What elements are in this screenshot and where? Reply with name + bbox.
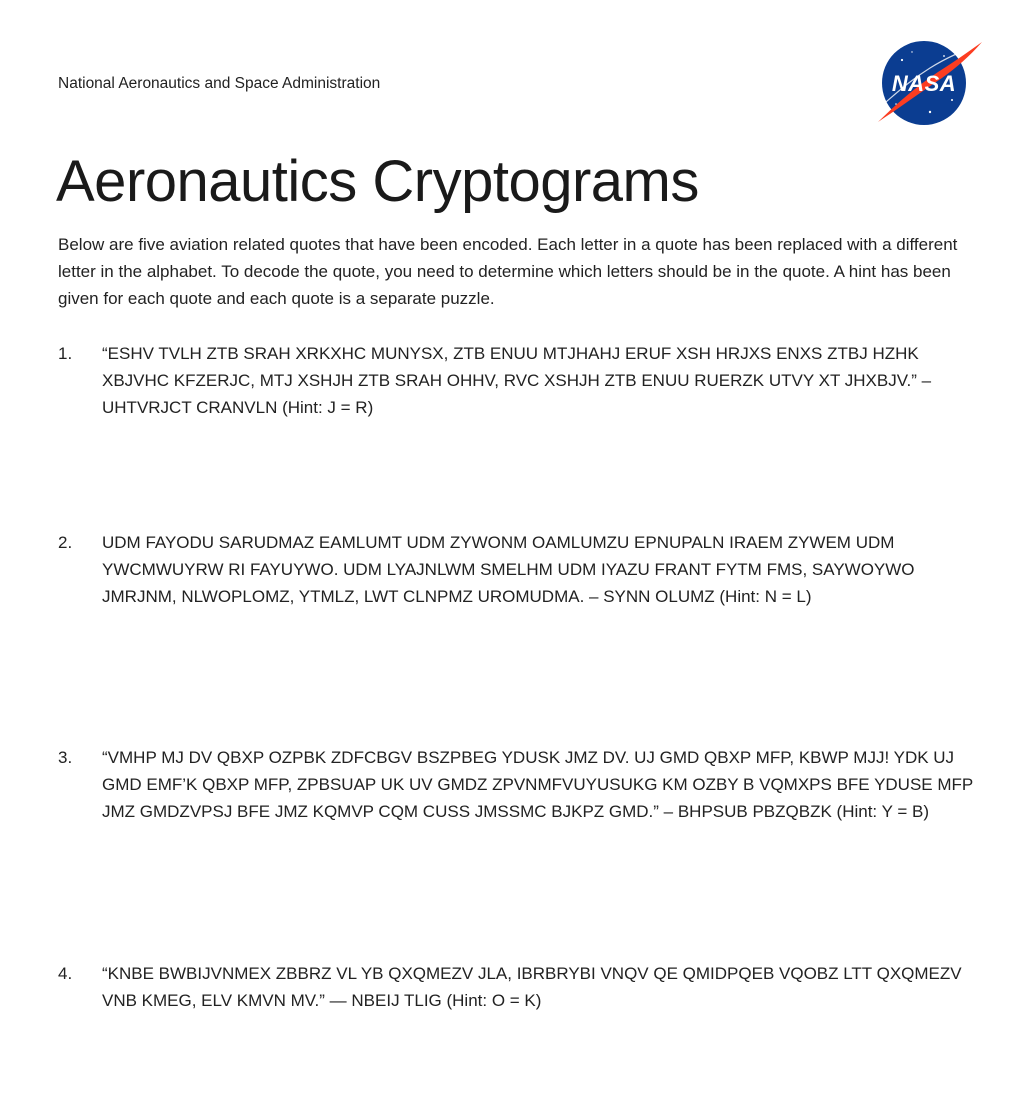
puzzle-text: “VMHP MJ DV QBXP OZPBK ZDFCBGV BSZPBEG YDUSK JMZ DV. UJ GMD QBXP MFP, KBWP MJJ! YDK UJ GMD EMF’K QBXP MFP, ZPBSUAP UK UV GMDZ ZPVNMFVUYUSUKG KM OZBY B VQMXPS BFE YDUSE MFP JMZ GMDZVPSJ BFE JMZ KQMVP CQM CUSS JMSSMC BJKPZ GMD.” – BHPSUB PBZQBZK (Hint: Y = B) [102, 748, 973, 821]
intro-paragraph: Below are five aviation related quotes that have been encoded. Each letter in a quote has been replaced with a different letter in the alphabet. To decode the quote, you need to determine which letters should be in the quote. A hint has been given for each quote and each quote is a separate puzzle. [58, 235, 958, 308]
puzzle-text: “KNBE BWBIJVNMEX ZBBRZ VL YB QXQMEZV JLA, IBRBRYBI VNQV QE QMIDPQEB VQOBZ LTT QXQMEZV VNB KMEG, ELV KMVN MV.” — NBEIJ TLIG (Hint: O = K) [102, 964, 962, 1010]
puzzle-number: 4. [58, 964, 73, 983]
nasa-logo [872, 38, 984, 130]
puzzle-item [58, 960, 983, 1014]
puzzle-text: “ESHV TVLH ZTB SRAH XRKXHC MUNYSX, ZTB ENUU MTJHAHJ ERUF XSH HRJXS ENXS ZTBJ HZHK XBJVHC KFZERJC, MTJ XSHJH ZTB SRAH OHHV, RVC XSHJH ZTB ENUU RUERZK UTVY XT JHXBJV.” – UHTVRJCT CRANVLN (Hint: J = R) [102, 344, 932, 417]
puzzle-number: 1. [58, 344, 73, 363]
puzzle-text: UDM FAYODU SARUDMAZ EAMLUMT UDM ZYWONM OAMLUMZU EPNUPALN IRAEM ZYWEM UDM YWCMWUYRW RI FAYUYWO. UDM LYAJNLWM SMELHM UDM IYAZU FRANT FYTM FMS, SAYWOYWO JMRJNM, NLWOPLOMZ, YTMLZ, LWT CLNPMZ UROMUDMA. – SYNN OLUMZ (Hint: N = L) [102, 533, 915, 606]
puzzle-number: 2. [58, 533, 73, 552]
puzzle-number: 3. [58, 748, 73, 767]
logo-wordmark: NASA [891, 71, 957, 96]
puzzle-item [58, 744, 983, 825]
agency-name: National Aeronautics and Space Administration [58, 75, 381, 92]
puzzle-item [58, 529, 983, 610]
page-title: Aeronautics Cryptograms [56, 149, 699, 214]
puzzle-item [58, 340, 983, 421]
